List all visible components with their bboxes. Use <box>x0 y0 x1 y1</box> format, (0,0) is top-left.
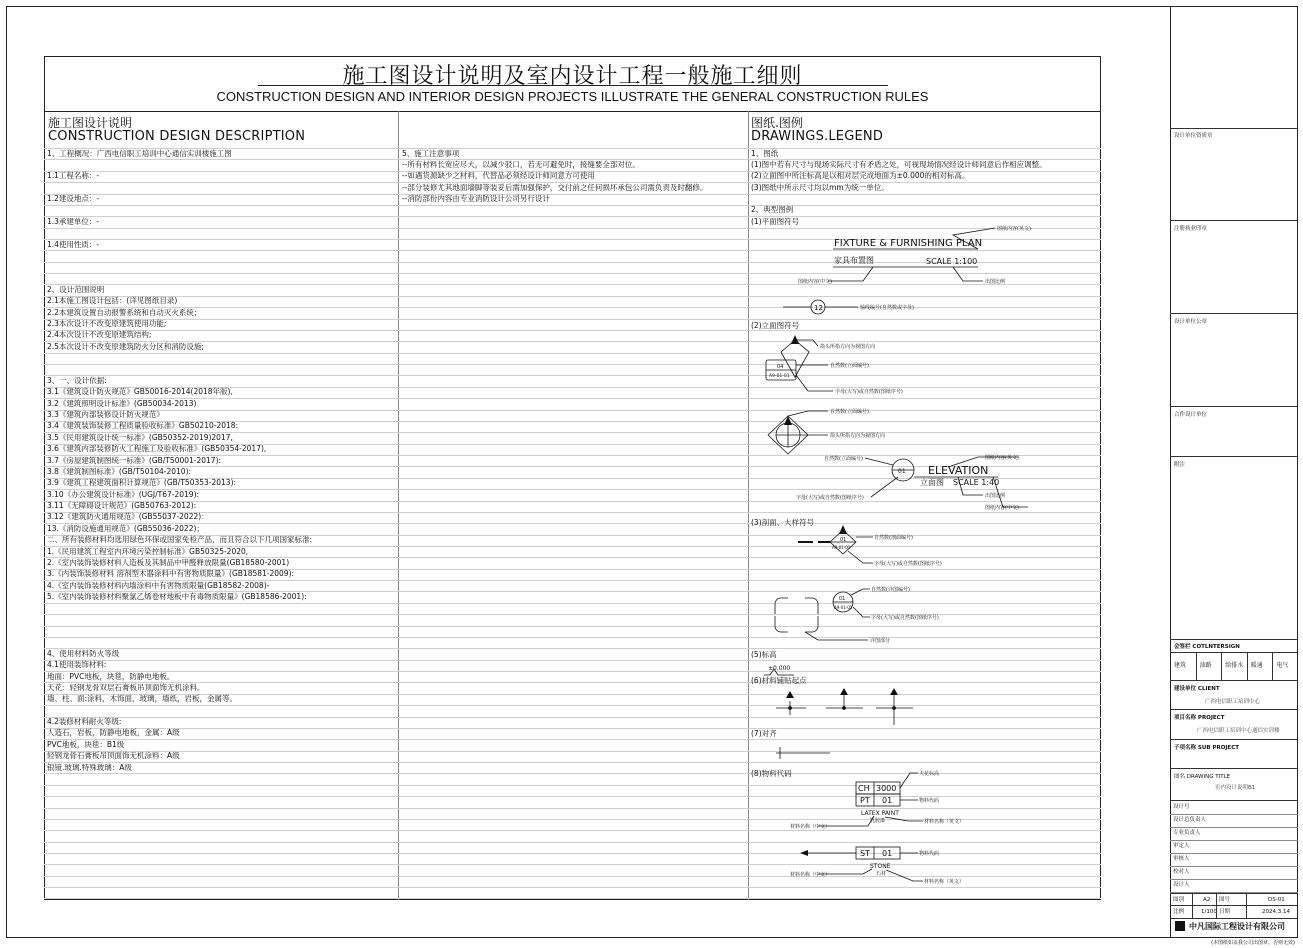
tb-company: 中凡国际工程设计有限公司 <box>1189 922 1285 931</box>
tb-cooperation: 合作设计单位 <box>1174 412 1208 418</box>
code-pt: PT <box>860 796 870 805</box>
elev-number: 04 <box>777 364 784 370</box>
elev-title-scale: SCALE 1:40 <box>953 478 1000 487</box>
role-label: 设计号 <box>1173 804 1190 810</box>
col1-line: 轻钢龙骨石膏板吊顶面饰无机涂料：A级 <box>47 751 180 761</box>
role-label: 审定人 <box>1173 843 1190 849</box>
role-label: 审核人 <box>1173 856 1190 862</box>
tb-drawingno: DS-01 <box>1268 897 1285 903</box>
col1-line: 3.11《无障碍设计规范》(GB50763-2012): <box>47 501 197 510</box>
row-line <box>44 194 1101 195</box>
elev-title-ann-num: 自然数(立面编号) <box>824 456 863 462</box>
page-title-cn: 施工图设计说明及室内设计工程一般施工细则 <box>342 64 803 89</box>
tb-project: 广西电信职工培训中心通信实训楼 <box>1197 728 1280 734</box>
col1-line: 2.3本次设计不改变原建筑使用功能; <box>47 319 167 328</box>
row-line <box>44 205 1101 206</box>
elev-ann-letter: 字母(大写)或自然数(图纸序号) <box>835 389 903 395</box>
col1-line: 13.《消防设施通用规范》(GB55036-2022)； <box>47 523 204 533</box>
legend-drawings <box>748 215 1100 900</box>
col1-line: 银镜.玻璃.特殊玻璃：A级 <box>47 762 132 772</box>
legend-tile-label: (6)材料铺贴起点 <box>751 676 807 685</box>
tb-date: 2024.3.14 <box>1262 909 1290 915</box>
elev-title-ann-scale: 出图比例 <box>985 493 1006 499</box>
section-ann-num: 自然数(剖面编号) <box>874 535 913 541</box>
col1-line: 墙、柱、面:涂料，木饰面，玻璃，墙纸，岩板，金属等。 <box>47 694 238 704</box>
col1-line: 5.《室内装饰装修材料聚氯乙烯卷材地板中有毒物质限量》(GB18586-2001): <box>47 591 307 601</box>
elev-ann-dir: 箭头所指方向为视图方向 <box>820 344 876 350</box>
col2-line: --消防部份内容由专业消防设计公司另行设计 <box>402 194 550 203</box>
title-divider <box>44 111 1101 112</box>
tb-scale-label: 比例 <box>1173 909 1185 915</box>
tb-status: A2 <box>1203 897 1211 903</box>
plan-leader-scale <box>953 267 983 281</box>
col1-line: 3.9《建筑工程建筑面积计算规范》(GB/T50353-2013): <box>47 478 237 488</box>
col2-line: --所有材料长宽应尽大，以减少驳口，若无可避免时，接缝要全部对位。 <box>402 159 640 169</box>
tb-status-label: 图别 <box>1173 897 1185 903</box>
left-heading-cn: 施工图设计说明 <box>48 116 133 130</box>
col1-line: 3.6《建筑内部装修防火工程施工及验收标准》(GB50354-2017), <box>47 444 267 454</box>
detail-ann-letter: 字母(大写)或自然数(图纸序号) <box>871 615 939 621</box>
discipline-divider <box>1196 652 1197 680</box>
elev2-ann-dir: 箭头所指方向为视图方向 <box>830 433 886 439</box>
right-heading-en: DRAWINGS.LEGEND <box>751 129 884 144</box>
elevation-marker <box>781 340 809 377</box>
left-heading-en: CONSTRUCTION DESIGN DESCRIPTION <box>48 129 306 144</box>
col1-line: 3.8《建筑制图标准》(GB/T50104-2010): <box>47 466 192 476</box>
axis-annotation: 轴线编号(自然数或字母) <box>860 305 914 311</box>
col1-line: 人造石，岩板，防静电地板，金属：A级 <box>47 728 180 738</box>
elev-title-ann-content: 图纸内容(英文) <box>985 455 1019 461</box>
col1-line: 1.《民用建筑工程室内环境污染控制标准》GB50325-2020, <box>47 546 249 556</box>
column-divider-1 <box>398 111 399 900</box>
legend-section-label: (3)剖面、大样符号 <box>751 518 815 527</box>
col1-line: 2.1本施工图设计包括：(详见图纸目录) <box>47 296 178 306</box>
col1-line: 3.12《建筑防火通用规范》(GB55037-2022)： <box>47 512 209 522</box>
code-ch: CH <box>858 784 870 793</box>
code-ch-value: 3000 <box>876 784 897 793</box>
discipline-cell: 建筑 <box>1174 662 1187 669</box>
elev-ann-num: 自然数(立面编号) <box>830 363 869 369</box>
legend-elevation-label: (2)立面图符号 <box>751 321 800 330</box>
col1-line: 2.4本次设计不改变原建筑结构; <box>47 330 152 340</box>
col3-line: (3)图纸中所示尺寸均以mm为统一单位。 <box>751 182 889 192</box>
plan-title: FIXTURE & FURNISHING PLAN <box>834 238 983 249</box>
section-number: 01 <box>840 537 847 543</box>
col2-line: --如遇货源缺少之材料，代替品必须经设计师同意方可使用 <box>402 171 595 181</box>
code-latex: LATEX PAINT <box>861 810 899 817</box>
col1-line: 4.1使用装饰材料: <box>47 660 107 670</box>
col3-line: 2、典型图例 <box>751 205 794 215</box>
axis-number: 12 <box>814 304 823 312</box>
elev-title-number: 01 <box>898 468 906 475</box>
col1-line: 4.2装修材料耐火等级: <box>47 717 122 726</box>
col1-line: 1.3承建单位：- <box>47 216 100 226</box>
tb-scale: 1/100 <box>1201 909 1217 915</box>
tile-start-symbols <box>776 691 913 725</box>
elev-ref: A9-01-01 <box>769 374 790 379</box>
plan-ann-content-cn: 图纸内容(中文) <box>798 279 832 285</box>
col1-line: 3.4《建筑装饰装修工程质量验收标准》GB50210-2018: <box>47 421 239 431</box>
col1-line: 1.1工程名称：- <box>47 171 100 181</box>
tb-cosign: 会签栏 COTLNTERSIGN <box>1174 644 1240 650</box>
code-st: ST <box>860 849 870 858</box>
col1-line: 3.1《建筑设计防火规范》GB50016-2014(2018年版), <box>47 387 233 397</box>
col1-line: 3.7《房屋建筑制图统一标准》(GB/T50001-2017): <box>47 455 222 465</box>
code-pt-ann: 物料代码 <box>919 798 940 804</box>
col1-line: 1.4使用性质：- <box>47 239 100 249</box>
title-block <box>1170 6 1298 938</box>
tb-registration: 注册执业印章 <box>1174 226 1208 232</box>
elev-title-cn: 立面图 <box>920 478 944 487</box>
col2-line: --部分装修尤其地面墙脚等装妥后需加强保护，交付前之任何损坏承包公司需负责及时翻修。 <box>402 182 708 192</box>
plan-title-cn: 家具布置图 <box>834 256 874 265</box>
tb-title-label: 图名 DRAWING TITLE <box>1174 774 1231 780</box>
detail-number: 01 <box>839 596 846 602</box>
role-label: 设计人 <box>1173 882 1190 888</box>
code-st-ann: 物料代码 <box>919 851 940 857</box>
code-name-cn: 材料名称（中文） <box>790 824 831 830</box>
section-ann-letter: 字母(大写)或自然数(图纸序号) <box>874 561 942 567</box>
col1-line: 2.2本建筑设置自动报警系统和自动灭火系统； <box>47 307 202 317</box>
plan-scale: SCALE 1:100 <box>926 257 978 266</box>
detail-ann-num: 自然数(详图编号) <box>871 587 910 593</box>
code-stone-cn: 石材 <box>876 871 887 877</box>
col3-line: (1)图中若有尺寸与现场实际尺寸有矛盾之处，可视现场情况经设计师同意后作相应调整。 <box>751 159 1047 169</box>
legend-align-label: (7)对齐 <box>751 729 777 738</box>
col3-line: (2)立面图中所注标高是以相对层完成地面为±0.000的相对标高。 <box>751 171 970 181</box>
legend-level-label: (5)标高 <box>751 650 777 659</box>
tb-project-label: 项目名称 PROJECT <box>1174 715 1225 721</box>
code-latex-cn: 乳胶漆 <box>870 818 886 824</box>
detail-ref: A9-01-01 <box>834 605 853 610</box>
col1-line: 1.2建设地点：- <box>47 194 100 203</box>
code-name-en-2: 材料名称（英文） <box>924 879 965 885</box>
tb-drawingno-label: 图号 <box>1219 897 1231 903</box>
tb-title-value: 室内设计说明B1 <box>1215 785 1256 791</box>
col1-line: 二、所有装修材料均选用绿色环保或国家免检产品，而且符合以下几项国家标准: <box>47 535 313 545</box>
col1-line: 地面：PVC地板，块毯，防静电地板。 <box>47 671 175 681</box>
tb-date-label: 日期 <box>1219 909 1231 915</box>
tb-client-label: 建设单位 CLIENT <box>1174 686 1220 692</box>
role-label: 设计总负责人 <box>1173 817 1207 823</box>
title-underline <box>258 85 888 86</box>
elev-title-ann-letter: 字母(大写)或自然数(图纸序号) <box>796 495 864 501</box>
discipline-cell: 给排水 <box>1225 662 1244 669</box>
discipline-cell: 电气 <box>1276 662 1289 669</box>
col1-line: 1、工程概况：广西电信职工培训中心通信实训楼施工图 <box>47 148 232 158</box>
discipline-divider <box>1272 652 1273 680</box>
col3-line: 1、图纸 <box>751 148 779 158</box>
code-stone: STONE <box>870 863 891 870</box>
plan-ann-content: 图纸内容(英文) <box>997 226 1031 232</box>
col3-line: (1)平面图符号 <box>751 216 800 226</box>
footer-note: (本图纸如盖我公司出图章，否则无效) <box>1211 940 1295 946</box>
code-name-cn-2: 材料名称（中文） <box>790 872 831 878</box>
col1-line: 2、设计范围说明 <box>47 284 105 294</box>
company-logo <box>1175 921 1185 931</box>
col1-line: 2.《室内装饰装修材料人造板及其制品中甲醛释放限量(GB18580-2001) <box>47 557 290 567</box>
col1-line: 3.《内装饰装修材料 溶剂型木器涂料中有害物质限量》(GB18581-2009): <box>47 569 295 579</box>
role-label: 校对人 <box>1173 869 1190 875</box>
plan-ann-scale: 出图比例 <box>985 279 1006 285</box>
code-ch-ann: 天花标高 <box>919 771 940 777</box>
tb-seal: 设计单位公章 <box>1174 319 1208 325</box>
legend-code-label: (8)物料代码 <box>751 769 792 778</box>
page-title-en: CONSTRUCTION DESIGN AND INTERIOR DESIGN PROJECTS ILLUSTRATE THE GENERAL CONSTRUCTION RULES <box>216 89 929 104</box>
role-label: 专业负责人 <box>1173 830 1201 836</box>
col1-line: 2.5本次设计不改变原建筑防火分区和消防设施; <box>47 341 204 351</box>
discipline-divider <box>1247 652 1248 680</box>
col2-line: 5、施工注意事项 <box>402 148 460 158</box>
tb-qualification: 设计单位资质章 <box>1174 133 1213 139</box>
tb-subproject-label: 子项名称 SUB PROJECT <box>1174 745 1239 751</box>
code-name-en: 材料名称（英文） <box>924 819 965 825</box>
discipline-divider <box>1221 652 1222 680</box>
detail-bracket <box>775 598 818 632</box>
col1-line: 3.3《建筑内部装修设计防火规范》 <box>47 410 164 419</box>
detail-ann-part: 详图部分 <box>870 638 891 644</box>
section-ref: A9-01-01 <box>832 545 851 550</box>
discipline-cell: 油路 <box>1199 662 1212 669</box>
col1-line: 4、使用材料防火等级 <box>47 648 120 658</box>
elev-title-ann-content-cn: 图纸内容(中文) <box>985 505 1019 511</box>
discipline-cell: 暖通 <box>1250 662 1263 669</box>
elev2-ann-num: 自然数(立面编号) <box>830 409 869 415</box>
col1-line: 3.10《办公建筑设计标准》(UGJ/T67-2019): <box>47 489 200 499</box>
code-st-value: 01 <box>882 849 893 858</box>
code-pt-value: 01 <box>882 796 893 805</box>
col1-line: 4.《室内装饰装修材料内墙涂料中有害物质限量(GB18582-2008)- <box>47 580 270 590</box>
tb-note: 附注 <box>1174 462 1186 468</box>
tb-divider <box>1170 128 1298 129</box>
tb-client: 广西电信职工培训中心 <box>1205 699 1261 705</box>
col1-line: 3.2《建筑照明设计标准》(GB50034-2013) <box>47 398 197 408</box>
col1-line: PVC地板，块毯：B1级 <box>47 739 125 749</box>
col1-line: 天花：轻钢龙骨双层石膏板吊顶面饰无机涂料。 <box>47 682 205 692</box>
plan-leader-cn <box>828 267 873 281</box>
level-value: ±0.000 <box>768 665 791 672</box>
col1-line: 3.5《民用建筑设计统一标准》(GB50352-2019)2017, <box>47 432 233 442</box>
col1-line: 3、一、设计依据: <box>47 375 107 385</box>
elev-title: ELEVATION <box>928 464 989 477</box>
right-heading-cn: 图纸.图例 <box>751 116 803 130</box>
